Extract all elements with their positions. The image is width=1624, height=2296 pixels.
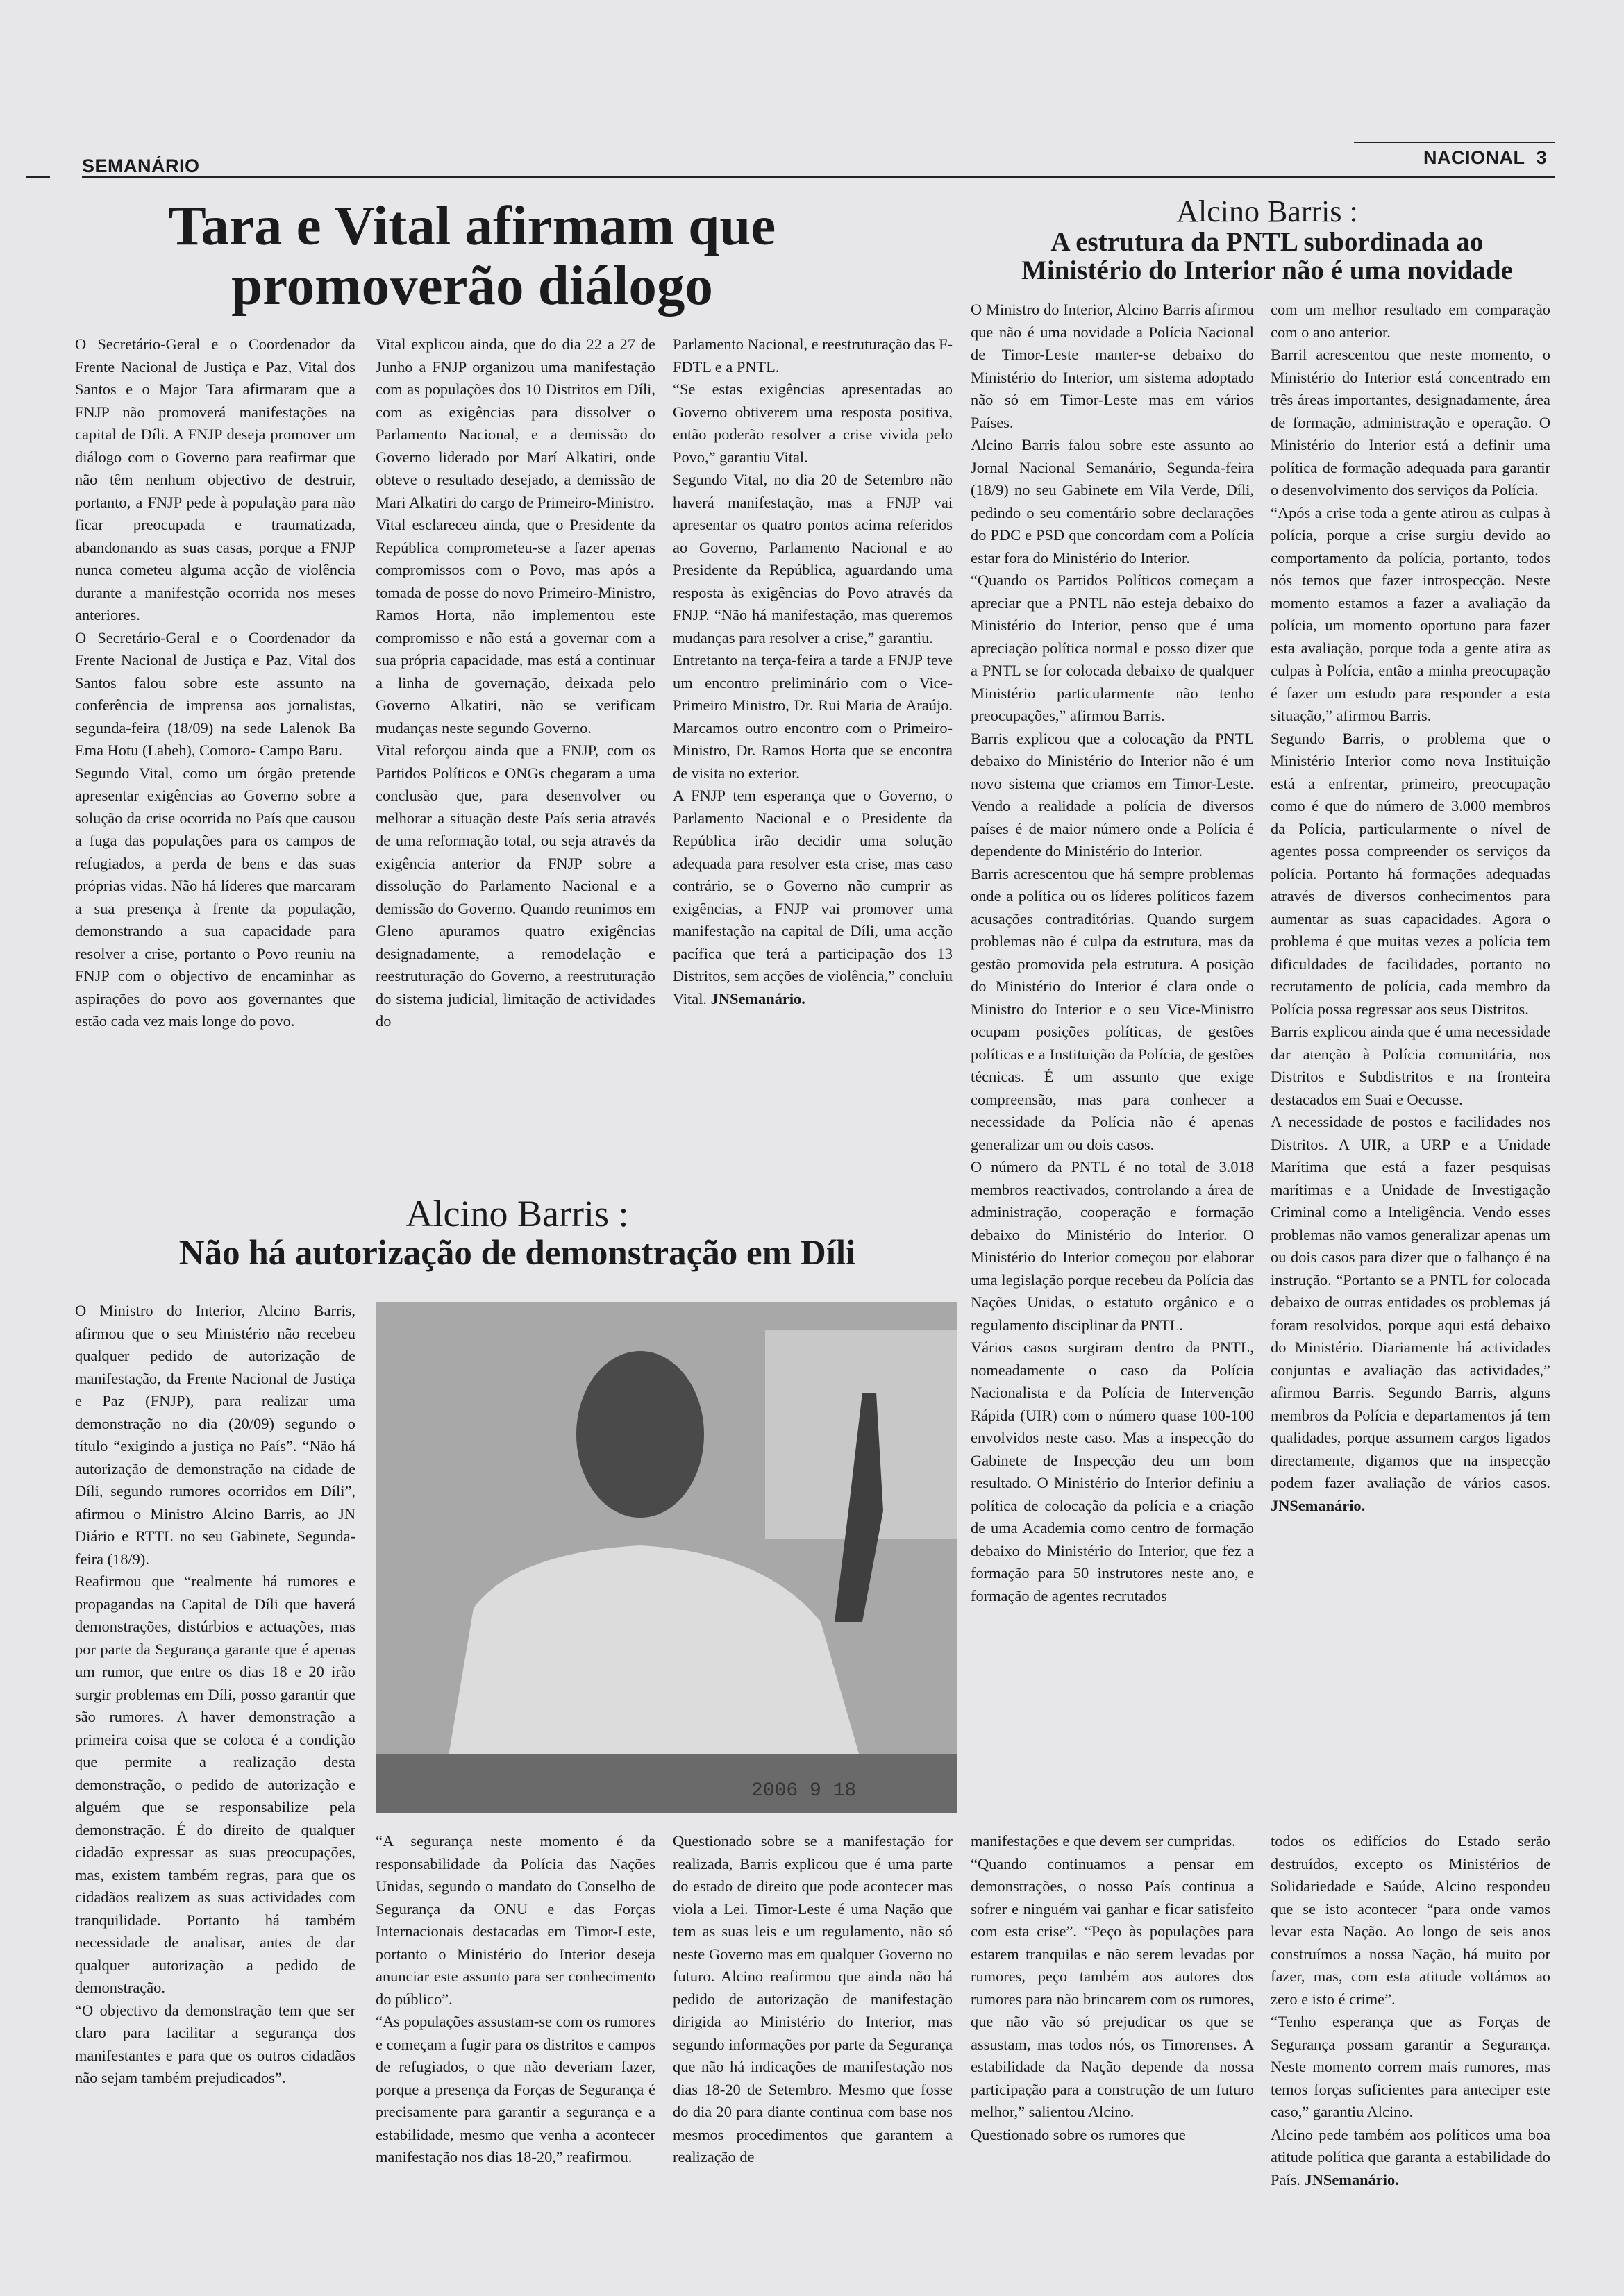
- photo-head: [576, 1351, 704, 1518]
- paragraph: “Quando os Partidos Políticos começam a apreciar que a PNTL não esteja debaixo do Ministério do Interior, penso que é uma apreciação política normal e posso dizer que a PNTL se for colocada debaixo de qualquer Ministério particularmente não tenho preocupações,” afirmou Barris.: [971, 571, 1254, 724]
- paragraph: Segundo Barris, o problema que o Ministério Interior como nova Instituição está a enfrentar, primeiro, preocupação como é que do número de 3.000 membros da Polícia, particularmente o nível de agentes possa compreender os serviços da polícia. Portanto há formações adequadas através de diversos conhecimentos para aumentar as suas capacidades. Agora o problema é que muitas vezes a polícia tem dificuldades de facilidades, portanto no recrutamento de polícia, cada membro da Polícia possa regressar aos seus Distritos.: [1271, 729, 1550, 1018]
- paragraph: O Secretário-Geral e o Coordenador da Frente Nacional de Justiça e Paz, Vital dos Santos falou sobre este assunto na conferência de imprensa aos jornalistas, segunda-feira (18/09) na sede Lalenok Ba Ema Hotu (Labeh), Comoro- Campo Baru.: [75, 628, 355, 759]
- article3-column-4: [971, 1830, 1254, 2247]
- article3-column-3: [673, 1830, 953, 2247]
- paragraph: “As populações assustam-se com os rumores e começam a fugir para os distritos e campos de refugiados, o que não deveriam fazer, porque a presença da Forças de Segurança é precisamente para garantir a segurança e a estabilidade, mesmo que venha a acontecer manifestação nos dias 18-20,” reafirmou.: [376, 2013, 655, 2165]
- paragraph: Barris explicou ainda que é uma necessidade dar atenção à Polícia comunitária, nos Distritos e Subdistritos e na fronteira destacados em Suai e Oecusse.: [1271, 1023, 1550, 1108]
- paragraph: Segundo Vital, como um órgão pretende apresentar exigências ao Governo sobre a solução da crise ocorrida no País que causou a fuga das populações para os campos de refugiados, a perda de bens e das suas próprias vidas. Não há líderes que marcaram a sua presença à frente da população, demonstrando a sua capacidade para resolver a crise, portanto o Povo reuniu na FNJP com o objectivo de encaminhar as aspirações do povo aos governantes que estão cada vez mais longe do povo.: [75, 764, 355, 1030]
- article3-column-1: [75, 1300, 355, 2258]
- minister-photo: [376, 1302, 957, 1813]
- paragraph: “A segurança neste momento é da responsabilidade da Polícia das Nações Unidas, segundo o mandato do Conselho de Segurança da ONU e das Forças Internacionais destacadas em Timor-Leste, portanto o Ministério do Interior deseja anunciar este assunto para ser conhecimento do público”.: [376, 1832, 655, 2008]
- header-left-tick: [26, 176, 50, 178]
- article1-column-2: [376, 333, 655, 1184]
- paragraph: Parlamento Nacional, e reestruturação das F-FDTL e a PNTL.: [673, 335, 953, 376]
- paragraph: Alcino Barris falou sobre este assunto ao Jornal Nacional Semanário, Segunda-feira (18/9) no seu Gabinete em Vila Verde, Díli, pedindo o seu comentário sobre declarações do PDC e PSD que concordam com a Polícia estar fora do Ministério do Interior.: [971, 436, 1254, 567]
- paragraph: Segundo Vital, no dia 20 de Setembro não haverá manifestação, mas a FNJP vai apresentar os quatro pontos acima referidos ao Governo, Parlamento Nacional e ao Presidente da República, aguardando uma resposta às exigências do Povo através da FNJP. “Não há manifestação, mas queremos mudanças para resolver a crise,” garantiu.: [673, 471, 953, 646]
- paragraph: [673, 785, 953, 1010]
- section-name: NACIONAL: [1423, 147, 1525, 168]
- paragraph: Vital esclareceu ainda, que o Presidente da República comprometeu-se a fazer apenas compromissos com o Povo, mas após a tomada de posse do novo Primeiro-Ministro, Ramos Horta, não implementou este compromisso e não está a governar com a sua própria capacidade, mas está a continuar a linha de governação, deixada pelo Governo Alkatiri, não se verificam mudanças neste segundo Governo.: [376, 516, 655, 737]
- paragraph: Barris explicou que a colocação da PNTL debaixo do Ministério do Interior não é um novo sistema que criamos em Timor-Leste. Vendo a realidade a polícia de diversos países é de maior número onde a Polícia é dependente do Ministério do Interior.: [971, 729, 1254, 860]
- article3-headline: [83, 1194, 951, 1273]
- paragraph: Barril acrescentou que neste momento, o Ministério do Interior está concentrado em três áreas importantes, designadamente, área de formação, administração e operação. O Ministério do Interior está a definir uma política de formação adequada para garantir o desenvolvimento dos serviços da Polícia.: [1271, 346, 1550, 498]
- article2-title-line1: A estrutura da PNTL subordinada ao: [1050, 227, 1484, 257]
- paragraph: “O objectivo da demonstração tem que ser claro para facilitar a segurança dos manifestantes e para que os outros cidadãos não sejam também prejudicados”.: [75, 2001, 355, 2086]
- paragraph: O Ministro do Interior, Alcino Barris afirmou que não é uma novidade a Polícia Nacional de Timor-Leste manter-se debaixo do Ministério do Interior, um sistema adoptado não só em Timor-Leste mas em vários Países.: [971, 301, 1254, 431]
- paragraph: Vital reforçou ainda que a FNJP, com os Partidos Políticos e ONGs chegaram a uma conclusão que, para desenvolver ou melhorar a situação deste País seria através de uma reformação total, ou seja através da exigência anterior da FNJP sobre a dissolução do Parlamento Nacional e a demissão do Governo. Quando reunimos em Gleno apuramos quatro exigências designadamente, a remodelação e reestruturação do Governo, a reestruturação do sistema judicial, limitação de actividades do: [376, 741, 655, 1030]
- article1-title-line1: Tara e Vital afirmam que: [168, 194, 776, 257]
- paper-name: SEMANÁRIO: [82, 156, 200, 176]
- paragraph: Vital explicou ainda, que do dia 22 a 27 de Junho a FNJP organizou uma manifestação com as populações dos 10 Distritos em Díli, com as exigências para dissolver o Parlamento Nacional, e a demissão do Governo liderado por Marí Alkatiri, onde obteve o resultado desejado, a demissão de Mari Alkatiri do cargo de Primeiro-Ministro.: [376, 335, 655, 511]
- photo-illustration: [376, 1302, 957, 1813]
- paragraph: “Após a crise toda a gente atirou as culpas à polícia, porque a crise surgiu devido ao comportamento da polícia, portanto, todos nós temos que fazer introspecção. Neste momento estamos a fazer a avaliação da polícia, um momento oportuno para fazer esta avaliação, porque toda a gente atira as culpas à Polícia, então a minha preocupação é fazer um estudo para responder a esta situação,” afirmou Barris.: [1271, 503, 1550, 724]
- article2-title-line2: Ministério do Interior não é uma novidade: [1021, 255, 1513, 285]
- article3-column-2: [376, 1830, 655, 2247]
- paragraph: Barris acrescentou que há sempre problemas onde a política ou os líderes políticos fazem acusações contraditórias. Quando surgem problemas não é culpa da estrutura, mas da gestão promovida pela estrutura. A posição do Ministério do Interior é clara onde o Ministro do Interior e o seu Vice-Ministro ocupam posições políticas, de gestões políticas e a Instituição da Polícia, de gestões técnicas. É um assunto que exige compreensão, mas para conhecer a necessidade da Polícia não é apenas generalizar um ou dois casos.: [971, 864, 1254, 1153]
- article2-column-2: [1271, 299, 1550, 1798]
- header-top-rule-right: [1354, 142, 1555, 143]
- signature: JNSemanário.: [1304, 2170, 1399, 2188]
- paragraph: todos os edifícios do Estado serão destruídos, excepto os Ministérios de Solidariedade e Saúde, Alcino respondeu que se isto acontecer “para onde vamos levar esta Nação. Ao longo de seis anos construímos a nossa Nação, há muito por fazer, mas, com esta atitude voltámos ao zero e isto é crime”.: [1271, 1832, 1550, 2008]
- paragraph: manifestações e que devem ser cumpridas.: [971, 1832, 1236, 1850]
- paragraph: O número da PNTL é no total de 3.018 membros reactivados, controlando a área de administração, cooperação e formação debaixo do Ministério do Interior. O Ministério do Interior começou por elaborar uma legislação porque recebeu da Polícia das Nações Unidas, o estatuto orgânico e o regulamento disciplinar da PNTL.: [971, 1158, 1254, 1334]
- signature: JNSemanário.: [710, 989, 805, 1007]
- article1-title-line2: promoverão diálogo: [231, 254, 713, 317]
- paragraph: [1271, 2124, 1550, 2192]
- article2-headline: [965, 196, 1569, 285]
- article3-title: Não há autorização de demonstração em Díli: [178, 1234, 856, 1273]
- paragraph-text: A necessidade de postos e facilidades nos Distritos. A UIR, a URP e a Unidade Marítima que está a fazer pesquisas marítimas e a Unidade de Investigação Criminal como a Inteligência. Vendo esses problemas não vamos generalizar apenas um ou dois casos para dizer que o falhanço é na instrução. “Portanto se a PNTL for colocada debaixo de outras entidades os problemas já foram resolvidos, porque aqui está debaixo do Ministério. Diariamente há actividades conjuntas e avaliação das actividades,” afirmou Barris. Segundo Barris, alguns membros da Polícia e departamentos já tem qualidades, porque assumem cargos ligados directamente, digamos que na inspecção podem fazer avaliação de vários casos.: [1271, 1113, 1550, 1491]
- paragraph: Entretanto na terça-feira a tarde a FNJP teve um encontro preliminário com o Vice-Primeiro Ministro, Dr. Rui Maria de Araújo. Marcamos outro encontro com o Primeiro-Ministro, Dr. Ramos Horta que se encontra de visita no exterior.: [673, 651, 953, 782]
- paragraph: O Secretário-Geral e o Coordenador da Frente Nacional de Justiça e Paz, Vital dos Santos e o Major Tara afirmaram que a FNJP não promoverá manifestações na capital de Díli. A FNJP deseja promover um diálogo com o Governo para reafirmar que não têm nenhum objectivo de destruir, portanto, a FNJP pede à população para não ficar preocupada e traumatizada, abandonando as suas casas, porque a FNJP nunca cometeu alguma acção de violência durante a manifestção ocorrida nos meses anteriores.: [75, 335, 355, 623]
- article3-column-5: [1271, 1830, 1550, 2247]
- paragraph: Questionado sobre os rumores que: [971, 2125, 1186, 2143]
- paragraph-text: Alcino pede também aos políticos uma boa atitude política que garanta a estabilidade do País.: [1271, 2125, 1550, 2188]
- paragraph: Reafirmou que “realmente há rumores e propagandas na Capital de Díli que haverá demonstrações, distúrbios e actuações, mas por parte da Segurança garante que é apenas um rumor, que entre os dias 18 e 20 irão surgir problemas em Díli, posso garantir que são rumores. A haver demonstração a primeira coisa que se coloca é a condição que permite a realização desta demonstração, o pedido de autorização e alguém que se responsabilize pela demonstração. É do direito de qualquer cidadão expressar as suas preocupações, mas, existem também regras, para que os cidadãos realizem as suas actividades com tranquilidade. Portanto há também necessidade de analisar, antes de dar qualquer autorização a pedido de demonstração.: [75, 1573, 355, 1996]
- article1-column-3: [673, 333, 953, 1184]
- paragraph: “Se estas exigências apresentadas ao Governo obtiverem uma resposta positiva, então poderão resolver a crise vivida pelo Povo,” garantiu Vital.: [673, 380, 953, 466]
- signature: JNSemanário.: [1271, 1496, 1366, 1514]
- article1-column-1: [75, 333, 355, 1194]
- photo-date-stamp: 2006 9 18: [751, 1780, 857, 1802]
- paragraph: Vários casos surgiram dentro da PNTL, nomeadamente o caso da Polícia Nacionalista e da Polícia de Intervenção Rápida (UIR) com o número quase 100-100 envolvidos neste caso. Mas a inspecção do Gabinete de Inspecção deu um bom resultado. O Ministério do Interior definiu a política de colocação da polícia e a criação de uma Academia como centro de formação debaixo do Ministério do Interior, que fez a formação para 50 instrutores neste ano, e formação de agentes recrutados: [971, 1339, 1254, 1604]
- page-number: 3: [1536, 147, 1548, 168]
- photo-desk: [376, 1754, 957, 1813]
- paragraph: Questionado sobre se a manifestação for realizada, Barris explicou que é uma parte do estado de direito que pode acontecer mas viola a Lei. Timor-Leste é uma Nação que tem as suas leis e um regulamento, não só neste Governo mas em qualquer Governo no futuro. Alcino reafirmou que ainda não há pedido de autorização de manifestação dirigida ao Ministério do Interior, mas segundo informações por parte da Segurança que não há indicações de manifestação nos dias 18-20 de Setembro. Mesmo que fosse do dia 20 para diante continua com base nos mesmos procedimentos que garantem a realização de: [673, 1832, 953, 2165]
- paragraph-text: A FNJP tem esperança que o Governo, o Parlamento Nacional e o Presidente da República irão decidir uma solução adequada para resolver esta crise, mas caso contrário, se o Governo não cumprir as exigências, a FNJP vai promover uma manifestação na capital de Díli, uma acção pacífica que terá a participação dos 13 Distritos, sem acções de violência,” concluiu Vital.: [673, 787, 953, 1007]
- article2-kicker: Alcino Barris :: [1176, 194, 1358, 228]
- paragraph: [1271, 1111, 1550, 1517]
- header-rule: [82, 176, 1555, 178]
- article2-column-1: [971, 299, 1254, 1798]
- article1-headline: [125, 196, 819, 315]
- article3-kicker: Alcino Barris :: [405, 1193, 629, 1234]
- paragraph: “Tenho esperança que as Forças de Segurança possam garantir a Segurança. Neste momento correm mais rumores, mas temos forças suficientes para anteciper este caso,” garantiu Alcino.: [1271, 2013, 1550, 2120]
- paragraph: “Quando continuamos a pensar em demonstrações, o nosso País continua a sofrer e ninguém vai ganhar e ficar satisfeito com esta crise”. “Peço às populações para estarem tranquilas e não serem levadas por rumores, peço também aos autores dos rumores para não brincarem com os rumores, que não vão só prejudicar os que se assustam, mas todos nós, os Timorenses. A estabilidade da Nação depende da nossa participação para a construção de um futuro melhor,” salientou Alcino.: [971, 1854, 1254, 2120]
- paragraph: O Ministro do Interior, Alcino Barris, afirmou que o seu Ministério não recebeu qualquer pedido de autorização de manifestação, da Frente Nacional de Justiça e Paz (FNJP), para realizar uma demonstração no dia (20/09) segundo o título “exigindo a justiça no País”. “Não há autorização de demonstração na cidade de Díli, segundo rumores ocorridos em Díli”, afirmou o Ministro Alcino Barris, ao JN Diário e RTTL no seu Gabinete, Segunda-feira (18/9).: [75, 1302, 355, 1568]
- paragraph: com um melhor resultado em comparação com o ano anterior.: [1271, 301, 1550, 341]
- section-label: [1423, 147, 1547, 169]
